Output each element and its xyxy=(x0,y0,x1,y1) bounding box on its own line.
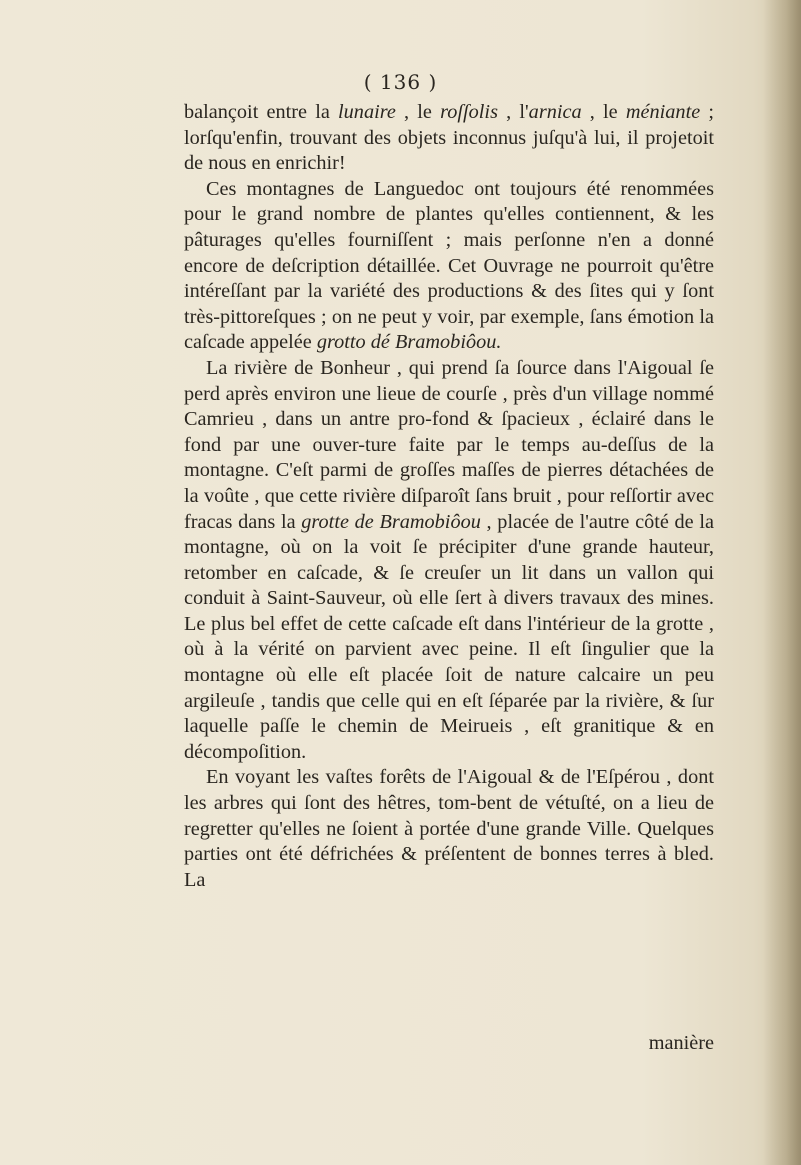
text-run: balançoit entre la xyxy=(184,101,339,123)
paragraph xyxy=(184,765,714,893)
paragraph xyxy=(184,356,714,766)
text-run: , l' xyxy=(497,101,529,123)
italic-text: lunaire xyxy=(338,101,396,123)
paragraph xyxy=(184,177,714,356)
text-run: , le xyxy=(395,101,441,123)
page-edge-shadow xyxy=(763,0,801,1165)
text-run: , le xyxy=(581,101,626,123)
italic-text: roſſolis xyxy=(440,101,498,123)
catchword: manière xyxy=(648,1032,714,1054)
body-text xyxy=(184,100,714,893)
text-run: Ces montagnes de Languedoc ont toujours été renommées pour le grand nombre de plantes qu'elles contiennent, & les pâturages qu'elles fourniſſent ; mais perſonne n'en a donné encore de deſcription détaillée. Cet Ouvrage ne pourroit qu'être intéreſſant par la variété des productions & des ſites qui y ſont très-pittoreſques ; on ne peut y voir, par exemple, ſans émotion la caſcade appelée xyxy=(184,177,714,354)
italic-text: méniante xyxy=(625,101,701,123)
text-run: ; lorſqu'enfin, trouvant des objets inconnus juſqu'à lui, il projetoit de nous en enrichir! xyxy=(184,101,715,175)
paragraph xyxy=(184,100,714,177)
italic-text: grotte de Bramobiôou xyxy=(301,510,481,533)
italic-text: arnica xyxy=(528,101,582,123)
text-run: En voyant les vaſtes forêts de l'Aigoual & de l'Eſpérou , dont les arbres qui ſont des hêtres, tom-bent de vétuſté, on a lieu de regretter qu'elles ne ſoient à portée d'une grande Ville. Quelques parties ont été défrichées & préſentent de bonnes terres à bled. La xyxy=(184,766,714,891)
page-number: ( 136 ) xyxy=(363,70,438,94)
text-run: La rivière de Bonheur , qui prend ſa ſource dans l'Aigoual ſe perd après environ une lieue de courſe , près d'un village nommé Camrieu , dans un antre pro-fond & ſpacieux , éclairé dans le fond par une ouver-ture faite par le temps au-deſſus de la montagne. C'eſt parmi de groſſes maſſes de pierres détachées de la voûte , que cette rivière diſparoît ſans bruit , pour reſſortir avec fracas dans la xyxy=(184,356,714,533)
text-run: , placée de l'autre côté de la montagne, où on la voit ſe précipiter d'une grande hauteur, retomber en caſcade, & ſe creuſer un lit dans un vallon qui conduit à Saint-Sauveur, où elle ſert à divers travaux des mines. Le plus bel effet de cette caſcade eſt dans l'intérieur de la grotte , où à la vérité on parvient avec peine. Il eſt ſingulier que la montagne où elle eſt placée ſoit de nature calcaire un peu argileuſe , tandis que celle qui en eſt ſéparée par la rivière, & ſur laquelle paſſe le chemin de Meirueis , eſt granitique & en décompoſition. xyxy=(184,510,714,763)
italic-text: grotto dé Bramobiôou. xyxy=(316,331,502,354)
